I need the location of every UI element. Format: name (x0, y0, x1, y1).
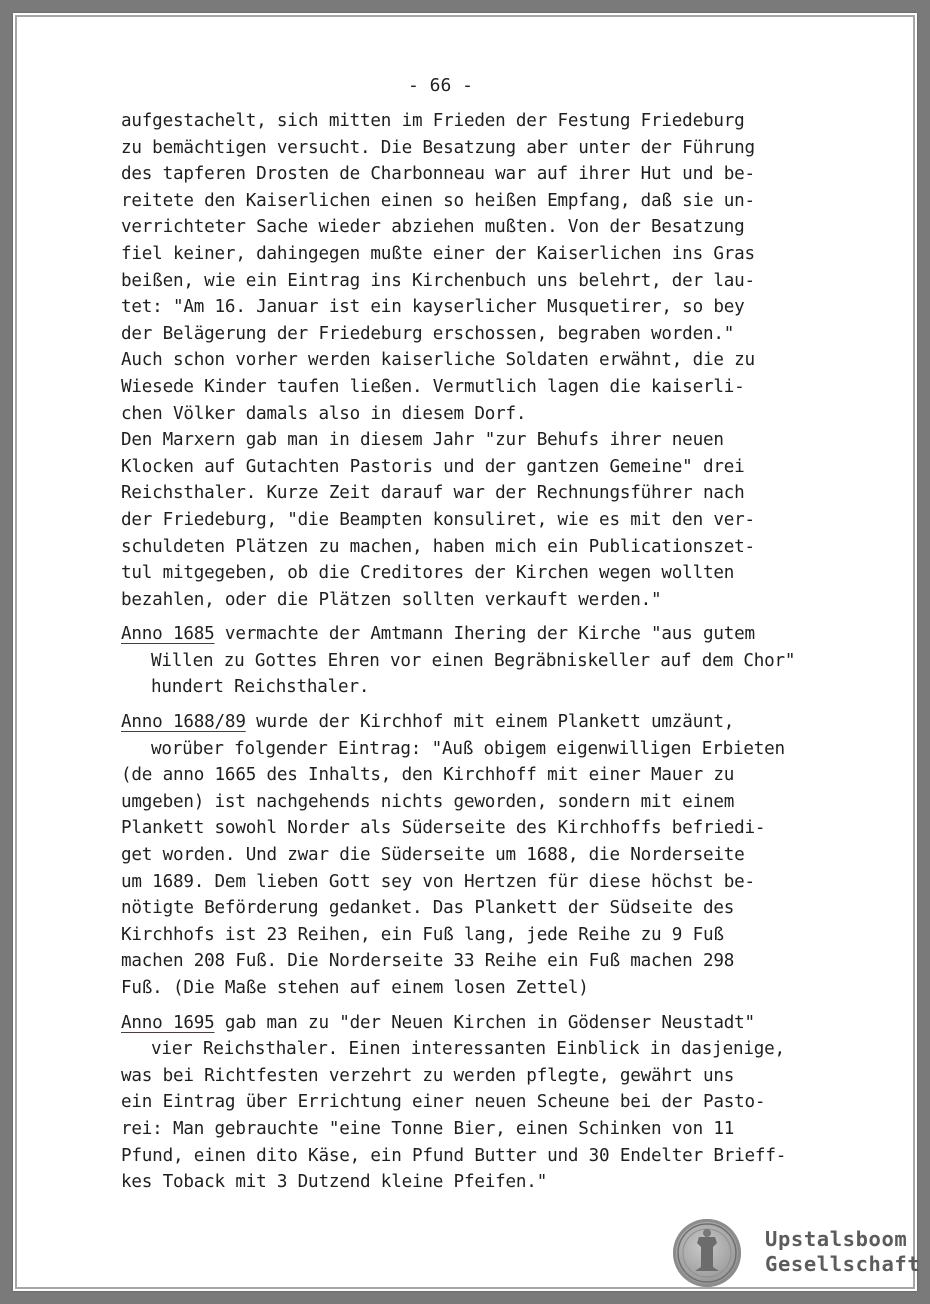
text-line: Willen zu Gottes Ehren vor einen Begräbniskeller auf dem Chor" (151, 650, 796, 671)
document-page (13, 13, 921, 1291)
text-line: kes Toback mit 3 Dutzend kleine Pfeifen." (121, 1172, 548, 1193)
text-line: umgeben) ist nachgehends nichts geworden, sondern mit einem (121, 791, 735, 812)
text-line: Fuß. (Die Maße stehen auf einem losen Zettel) (121, 978, 589, 998)
text-line: Kirchhofs ist 23 Reihen, ein Fuß lang, jede Reihe zu 9 Fuß (121, 924, 724, 945)
text-line: bezahlen, oder die Plätzen sollten verkauft werden." (121, 589, 662, 610)
text-line: (de anno 1665 des Inhalts, den Kirchhoff mit einer Mauer zu (121, 765, 735, 786)
text-line: Pfund, einen dito Käse, ein Pfund Butter und 30 Endelter Brieff- (121, 1145, 787, 1166)
text-line: get worden. Und zwar die Süderseite um 1688, die Norderseite (121, 845, 745, 866)
text-line: des tapferen Drosten de Charbonneau war auf ihrer Hut und be- (121, 164, 755, 185)
text-line: Klocken auf Gutachten Pastoris und der gantzen Gemeine" drei (121, 456, 745, 477)
upstalsboom-logo (673, 1219, 921, 1291)
text-line: Wiesede Kinder taufen ließen. Vermutlich lagen die kaiserli- (121, 376, 745, 397)
year-heading: Anno 1688/89 (121, 712, 246, 733)
logo-line-1: Upstalsboom (765, 1227, 908, 1251)
text-line: Reichsthaler. Kurze Zeit darauf war der Rechnungsführer nach (121, 483, 745, 504)
text-line: machen 208 Fuß. Die Norderseite 33 Reihe ein Fuß machen 298 (121, 951, 735, 972)
text-line: verrichteter Sache wieder abziehen mußten. Von der Besatzung (121, 217, 745, 238)
text-line: fiel keiner, dahingegen mußte einer der Kaiserlichen ins Gras (121, 243, 755, 264)
year-heading: Anno 1695 (121, 1012, 215, 1033)
text-run: gab man zu "der Neuen Kirchen in Gödenser Neustadt" (214, 1012, 755, 1033)
paragraph (121, 108, 841, 613)
text-line: chen Völker damals also in diesem Dorf. (121, 403, 527, 424)
text-run: vermachte der Amtmann Ihering der Kirche "aus gutem (214, 624, 755, 645)
paragraph-anno-1688-89 (121, 709, 841, 1002)
logo-text (765, 1227, 920, 1277)
text-line: reitete den Kaiserlichen einen so heißen Empfang, daß sie un- (121, 190, 755, 211)
text-line: tul mitgegeben, ob die Creditores der Kirchen wegen wollten (121, 563, 735, 584)
year-heading: Anno 1685 (121, 624, 215, 645)
text-line: rei: Man gebrauchte "eine Tonne Bier, einen Schinken von 11 (121, 1118, 735, 1139)
text-line (121, 621, 841, 648)
text-line: vier Reichsthaler. Einen interessanten Einblick in dasjenige, (151, 1039, 785, 1060)
paragraph-anno-1685 (121, 621, 841, 701)
paragraph-anno-1695 (121, 1010, 841, 1196)
text-line: beißen, wie ein Eintrag ins Kirchenbuch uns belehrt, der lau- (121, 270, 755, 291)
text-line: hundert Reichsthaler. (151, 677, 370, 698)
logo-line-2: Gesellschaft (765, 1252, 921, 1276)
text-run: wurde der Kirchhof mit einem Plankett umzäunt, (245, 712, 735, 733)
text-line: Auch schon vorher werden kaiserliche Soldaten erwähnt, die zu (121, 350, 755, 371)
text-line: um 1689. Dem lieben Gott sey von Hertzen für diese höchst be- (121, 871, 755, 892)
text-line (121, 1010, 841, 1037)
text-line: der Friedeburg, "die Beampten konsuliret, wie es mit den ver- (121, 509, 755, 530)
text-line: der Belägerung der Friedeburg erschossen, begraben worden." (121, 323, 735, 344)
text-line: ein Eintrag über Errichtung einer neuen Scheune bei der Pasto- (121, 1092, 766, 1113)
document-text (121, 108, 841, 1196)
text-line: Plankett sowohl Norder als Süderseite des Kirchhoffs befriedi- (121, 818, 766, 839)
text-line: nötigte Beförderung gedanket. Das Plankett der Südseite des (121, 898, 735, 919)
text-line: was bei Richtfesten verzehrt zu werden pflegte, gewährt uns (121, 1065, 735, 1086)
text-line: aufgestachelt, sich mitten im Frieden der Festung Friedeburg (121, 111, 745, 131)
text-line: tet: "Am 16. Januar ist ein kayserlicher Musquetirer, so bey (121, 297, 745, 318)
text-line: worüber folgender Eintrag: "Auß obigem eigenwilligen Erbieten (151, 738, 785, 759)
text-line (121, 709, 841, 736)
seal-icon (673, 1219, 741, 1287)
text-line: schuldeten Plätzen zu machen, haben mich ein Publicationszet- (121, 536, 755, 557)
text-line: Den Marxern gab man in diesem Jahr "zur Behufs ihrer neuen (121, 430, 724, 451)
page-number: - 66 - (408, 75, 474, 96)
text-line: zu bemächtigen versucht. Die Besatzung aber unter der Führung (121, 137, 755, 158)
